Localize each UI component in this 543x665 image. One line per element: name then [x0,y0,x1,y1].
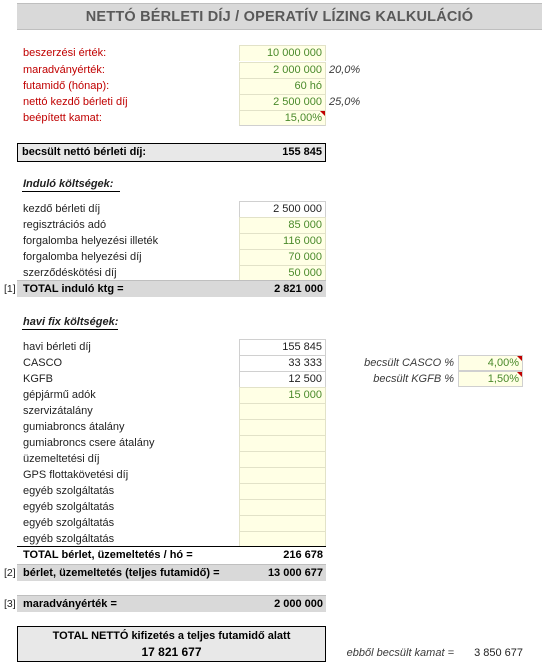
havi-value-cell[interactable] [239,483,326,499]
input-netto-kezdo[interactable]: 2 500 000 [239,94,326,110]
page-title: NETTÓ BÉRLETI DÍJ / OPERATÍV LÍZING KALKULÁCIÓ [17,3,542,30]
indulo-total-label: TOTAL induló ktg = [23,283,124,295]
comment-marker-icon[interactable] [517,372,522,377]
kamat-value: 15,00% [284,112,322,124]
indulo-total-bar [17,280,326,297]
havi-full-bar [17,564,326,581]
havi-value-cell: 155 845 [239,339,326,355]
indulo-label: forgalomba helyezési díj [23,251,142,263]
havi-value-cell[interactable] [239,515,326,531]
ref-2: [2] [4,567,16,579]
havi-total-value: 216 678 [283,549,323,561]
casco-pct-label: becsült CASCO % [364,357,454,369]
havi-value-cell[interactable] [239,467,326,483]
havi-label: gumiabroncs átalány [23,421,125,433]
havi-value-cell[interactable] [239,499,326,515]
indulo-label: forgalomba helyezési illeték [23,235,159,247]
label-futamido: futamidő (hónap): [23,80,110,92]
becsult-value: 155 845 [282,146,322,158]
havi-label: üzemeltetési díj [23,453,100,465]
havi-full-value: 13 000 677 [267,567,323,579]
maradvany-bar [17,595,326,612]
label-maradvanyertek: maradványérték: [23,64,105,76]
casco-pct-input[interactable] [458,355,523,371]
input-maradvanyertek[interactable]: 2 000 000 [239,62,326,78]
havi-value-cell: 12 500 [239,371,326,387]
final-total-value: 17 821 677 [141,645,202,659]
kgfb-pct-value: 1,50% [487,373,519,385]
indulo-value-cell[interactable]: 116 000 [239,233,326,249]
becsult-berleti-dij-box [17,143,326,162]
kamat-estimate-label: ebből becsült kamat = [346,647,454,659]
havi-value-cell[interactable]: 15 000 [239,387,326,403]
becsult-label: becsült nettó bérleti díj: [22,146,147,158]
ref-3: [3] [4,598,16,610]
label-kamat: beépített kamat: [23,112,102,124]
havi-value-cell[interactable] [239,435,326,451]
havi-label: CASCO [23,357,63,369]
final-total-label: TOTAL NETTÓ kifizetés a teljes futamidő alatt [52,630,291,642]
havi-full-label: bérlet, üzemeltetés (teljes futamidő) = [23,567,220,579]
havi-total-label: TOTAL bérlet, üzemeltetés / hó = [23,549,193,561]
havi-total-row [17,546,326,563]
kgfb-pct-label: becsült KGFB % [373,373,454,385]
indulo-label: kezdő bérleti díj [23,203,101,215]
havi-value-cell[interactable] [239,403,326,419]
havi-underline [22,329,118,330]
indulo-heading: Induló költségek: [23,178,114,190]
havi-label: egyéb szolgáltatás [23,517,115,529]
input-futamido[interactable]: 60 hó [239,78,326,94]
havi-value-cell: 33 333 [239,355,326,371]
havi-label: gumiabroncs csere átalány [23,437,155,449]
maradvany-label: maradványérték = [23,598,117,610]
kamat-estimate-value: 3 850 677 [474,647,523,659]
havi-label: egyéb szolgáltatás [23,533,115,545]
indulo-value-cell[interactable]: 70 000 [239,249,326,265]
indulo-label: szerződéskötési díj [23,267,117,279]
havi-label: KGFB [23,373,53,385]
pct-netto-kezdo: 25,0% [329,96,361,108]
havi-label: havi bérleti díj [23,341,91,353]
maradvany-value: 2 000 000 [274,598,323,610]
pct-maradvanyertek: 20,0% [329,64,361,76]
havi-label: szervizátalány [23,405,93,417]
indulo-label: regisztrációs adó [23,219,107,231]
havi-value-cell[interactable] [239,419,326,435]
casco-pct-value: 4,00% [487,357,519,369]
input-beszerzesi-ertek[interactable]: 10 000 000 [239,45,326,61]
comment-marker-icon[interactable] [517,356,522,361]
havi-label: egyéb szolgáltatás [23,501,115,513]
havi-label: egyéb szolgáltatás [23,485,115,497]
final-total-box [17,626,326,662]
havi-label: gépjármű adók [23,389,96,401]
indulo-value-cell[interactable]: 85 000 [239,217,326,233]
indulo-total-value: 2 821 000 [274,283,323,295]
havi-value-cell[interactable] [239,451,326,467]
ref-1: [1] [4,283,16,295]
indulo-underline [22,191,120,192]
havi-value-cell[interactable] [239,531,326,547]
label-netto-kezdo: nettó kezdő bérleti díj [23,96,128,108]
label-beszerzesi-ertek: beszerzési érték: [23,47,107,59]
havi-heading: havi fix költségek: [23,316,119,328]
havi-label: GPS flottakövetési díj [23,469,129,481]
kgfb-pct-input[interactable] [458,371,523,387]
indulo-value-cell: 2 500 000 [239,201,326,217]
input-kamat[interactable] [239,110,326,126]
comment-marker-icon[interactable] [320,111,325,116]
indulo-value-cell[interactable]: 50 000 [239,265,326,281]
